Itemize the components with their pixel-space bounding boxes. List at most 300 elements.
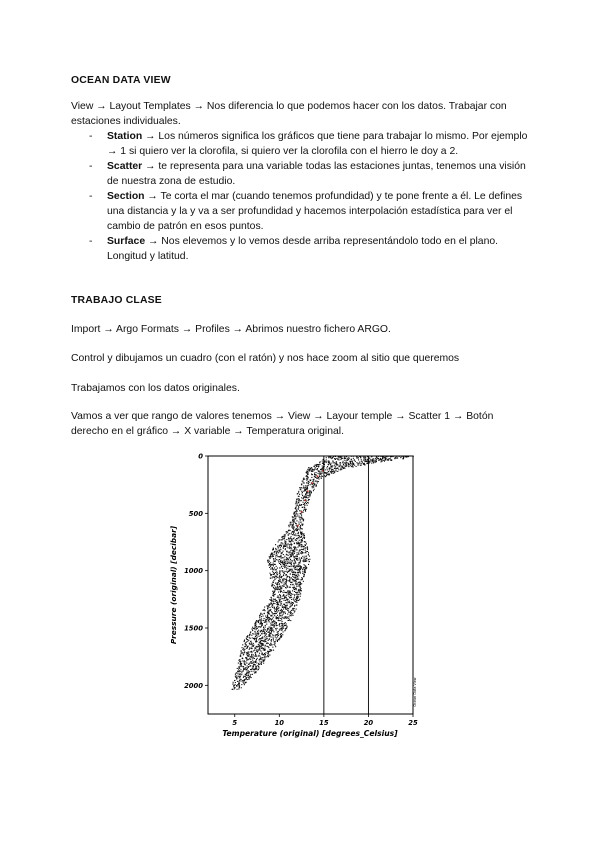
scatter-point: [296, 575, 297, 576]
scatter-point: [259, 649, 260, 650]
scatter-point: [290, 530, 291, 531]
scatter-point: [302, 540, 303, 541]
scatter-point: [263, 661, 264, 662]
scatter-point: [259, 659, 260, 660]
scatter-point: [273, 617, 274, 618]
scatter-point: [316, 464, 317, 465]
scatter-point: [242, 647, 243, 648]
scatter-point: [281, 627, 282, 628]
scatter-point: [249, 649, 250, 650]
scatter-point: [382, 461, 383, 462]
scatter-point: [274, 613, 275, 614]
scatter-point: [258, 656, 259, 657]
scatter-point: [294, 605, 295, 606]
paragraph-rango-valores: Vamos a ver que rango de valores tenemos → View → Layour temple → Scatter 1 → Botón derecho en el gráfico → X variable → Temperatura original.: [71, 411, 494, 437]
scatter-point: [307, 478, 308, 479]
scatter-point: [305, 542, 306, 543]
scatter-point: [285, 546, 286, 547]
scatter-point: [254, 627, 255, 628]
scatter-point: [304, 535, 305, 536]
scatter-point: [263, 627, 264, 628]
scatter-point: [285, 613, 286, 614]
scatter-point: [281, 588, 282, 589]
scatter-point: [243, 650, 244, 651]
scatter-point: [296, 600, 297, 601]
scatter-point: [296, 605, 297, 606]
scatter-point: [314, 473, 315, 474]
scatter-point: [297, 530, 298, 531]
scatter-point: [328, 464, 329, 465]
scatter-point: [304, 565, 305, 566]
scatter-point: [268, 606, 269, 607]
scatter-point: [312, 471, 313, 472]
scatter-point: [275, 587, 276, 588]
scatter-point: [253, 671, 254, 672]
scatter-point: [279, 539, 280, 540]
scatter-point: [277, 586, 278, 587]
scatter-point: [255, 656, 256, 657]
scatter-point: [287, 614, 288, 615]
scatter-point: [283, 554, 284, 555]
scatter-point: [319, 462, 320, 463]
scatter-point: [289, 548, 290, 549]
scatter-point: [314, 474, 315, 475]
scatter-point: [325, 469, 326, 470]
scatter-point: [381, 461, 382, 462]
scatter-point: [343, 468, 344, 469]
scatter-point: [288, 594, 289, 595]
scatter-point: [267, 653, 268, 654]
scatter-point: [308, 497, 309, 498]
scatter-point: [298, 574, 299, 575]
scatter-point: [248, 677, 249, 678]
scatter-point: [261, 618, 262, 619]
scatter-point: [288, 543, 289, 544]
scatter-point: [281, 609, 282, 610]
scatter-point: [251, 635, 252, 636]
scatter-point: [283, 609, 284, 610]
scatter-point: [320, 474, 321, 475]
scatter-point: [344, 458, 345, 459]
scatter-point: [294, 516, 295, 517]
scatter-point: [239, 680, 240, 681]
scatter-point: [300, 525, 301, 526]
y-tick-label: 2000: [184, 681, 203, 690]
scatter-point: [335, 470, 336, 471]
scatter-point: [278, 620, 279, 621]
scatter-point: [243, 670, 244, 671]
scatter-point: [267, 642, 268, 643]
scatter-point: [285, 592, 286, 593]
scatter-point: [316, 466, 317, 467]
scatter-point: [310, 469, 311, 470]
scatter-point: [273, 572, 274, 573]
scatter-point: [282, 607, 283, 608]
scatter-point: [302, 545, 303, 546]
scatter-point: [266, 617, 267, 618]
scatter-point: [302, 495, 303, 496]
scatter-point: [260, 646, 261, 647]
scatter-point: [309, 470, 310, 471]
scatter-point: [268, 620, 269, 621]
scatter-point: [315, 474, 316, 475]
scatter-point: [245, 682, 246, 683]
scatter-point: [280, 637, 281, 638]
scatter-point: [331, 471, 332, 472]
scatter-point: [274, 615, 275, 616]
scatter-point: [284, 623, 285, 624]
scatter-point: [265, 637, 266, 638]
scatter-point: [275, 646, 276, 647]
scatter-point: [298, 569, 299, 570]
scatter-point: [284, 598, 285, 599]
scatter-point: [239, 683, 240, 684]
scatter-point: [296, 599, 297, 600]
scatter-point: [298, 516, 299, 517]
scatter-point: [274, 590, 275, 591]
scatter-point: [281, 542, 282, 543]
scatter-point: [294, 553, 295, 554]
scatter-point: [303, 576, 304, 577]
scatter-point: [243, 677, 244, 678]
scatter-point: [261, 623, 262, 624]
scatter-point: [280, 602, 281, 603]
scatter-point: [304, 505, 305, 506]
scatter-point: [318, 470, 319, 471]
scatter-point: [269, 561, 270, 562]
scatter-point: [249, 672, 250, 673]
scatter-point: [344, 465, 345, 466]
scatter-point: [288, 566, 289, 567]
scatter-point: [290, 563, 291, 564]
scatter-point: [322, 466, 323, 467]
scatter-point: [277, 628, 278, 629]
scatter-point: [249, 677, 250, 678]
scatter-point: [269, 563, 270, 564]
scatter-point: [390, 456, 391, 457]
scatter-point: [269, 617, 270, 618]
scatter-point: [308, 467, 309, 468]
scatter-point: [302, 518, 303, 519]
scatter-point: [291, 597, 292, 598]
scatter-point: [352, 461, 353, 462]
scatter-point: [272, 556, 273, 557]
scatter-point: [245, 661, 246, 662]
scatter-point: [276, 551, 277, 552]
scatter-point: [279, 573, 280, 574]
scatter-point: [330, 457, 331, 458]
scatter-point: [251, 652, 252, 653]
scatter-point: [289, 615, 290, 616]
scatter-point: [283, 628, 284, 629]
scatter-point: [327, 472, 328, 473]
scatter-point: [303, 546, 304, 547]
scatter-point: [313, 480, 314, 481]
scatter-point: [260, 620, 261, 621]
scatter-point: [288, 538, 289, 539]
scatter-point: [268, 613, 269, 614]
scatter-point: [292, 615, 293, 616]
scatter-point: [298, 564, 299, 565]
scatter-point: [270, 578, 271, 579]
scatter-point: [291, 564, 292, 565]
scatter-point: [292, 605, 293, 606]
scatter-point: [289, 592, 290, 593]
scatter-point: [294, 587, 295, 588]
scatter-point: [270, 623, 271, 624]
scatter-point: [282, 598, 283, 599]
scatter-point: [295, 503, 296, 504]
scatter-point: [294, 572, 295, 573]
scatter-point: [281, 601, 282, 602]
scatter-point: [251, 654, 252, 655]
scatter-point: [363, 464, 364, 465]
scatter-point: [282, 568, 283, 569]
scatter-point: [244, 641, 245, 642]
scatter-point: [296, 520, 297, 521]
scatter-point: [294, 559, 295, 560]
scatter-point: [244, 640, 245, 641]
scatter-point: [277, 615, 278, 616]
scatter-point: [361, 461, 362, 462]
scatter-point: [296, 558, 297, 559]
scatter-point: [333, 461, 334, 462]
scatter-point: [369, 462, 370, 463]
scatter-point: [331, 463, 332, 464]
scatter-point: [272, 622, 273, 623]
scatter-point: [274, 608, 275, 609]
scatter-point: [252, 669, 253, 670]
scatter-point: [288, 562, 289, 563]
scatter-point: [296, 535, 297, 536]
scatter-point: [305, 502, 306, 503]
scatter-point: [279, 613, 280, 614]
scatter-point: [270, 554, 271, 555]
scatter-point: [260, 656, 261, 657]
scatter-point: [285, 535, 286, 536]
scatter-point: [308, 495, 309, 496]
scatter-point: [280, 562, 281, 563]
scatter-point: [274, 588, 275, 589]
scatter-point: [294, 612, 295, 613]
scatter-point: [288, 555, 289, 556]
scatter-point: [298, 592, 299, 593]
scatter-point: [312, 486, 313, 487]
scatter-point: [293, 538, 294, 539]
scatter-point: [258, 622, 259, 623]
scatter-point: [287, 568, 288, 569]
scatter-point: [273, 565, 274, 566]
scatter-point: [282, 605, 283, 606]
scatter-point: [271, 620, 272, 621]
scatter-point: [318, 466, 319, 467]
scatter-point: [300, 553, 301, 554]
scatter-point: [288, 580, 289, 581]
scatter-point: [273, 624, 274, 625]
scatter-point: [363, 457, 364, 458]
scatter-point: [388, 458, 389, 459]
scatter-point: [277, 587, 278, 588]
scatter-point: [306, 509, 307, 510]
scatter-point: [252, 668, 253, 669]
scatter-point: [252, 646, 253, 647]
scatter-point: [301, 549, 302, 550]
scatter-point: [312, 470, 313, 471]
scatter-point: [283, 580, 284, 581]
scatter-point: [296, 596, 297, 597]
scatter-point: [286, 627, 287, 628]
scatter-point: [292, 524, 293, 525]
scatter-point: [275, 608, 276, 609]
scatter-point: [273, 559, 274, 560]
scatter-point: [289, 602, 290, 603]
scatter-point: [240, 663, 241, 664]
scatter-point: [334, 462, 335, 463]
scatter-point: [278, 541, 279, 542]
scatter-point: [288, 525, 289, 526]
scatter-point: [305, 552, 306, 553]
scatter-point: [299, 592, 300, 593]
scatter-point: [277, 603, 278, 604]
scatter-point: [299, 551, 300, 552]
list-item-section: - Section → Te corta el mar (cuando tenemos profundidad) y te pone frente a él. Le defines una distancia y la y va a ser profundidad y hacemos interpolación estadística para ver el cambio de patrón en esos puntos.: [89, 191, 523, 232]
scatter-point: [322, 473, 323, 474]
scatter-point: [259, 619, 260, 620]
scatter-point: [289, 597, 290, 598]
scatter-point: [365, 459, 366, 460]
scatter-point: [334, 472, 335, 473]
scatter-point: [286, 567, 287, 568]
scatter-point: [296, 609, 297, 610]
scatter-point: [282, 543, 283, 544]
scatter-point: [276, 629, 277, 630]
scatter-point: [294, 534, 295, 535]
scatter-point: [244, 669, 245, 670]
scatter-point: [247, 636, 248, 637]
scatter-point: [291, 548, 292, 549]
scatter-point: [235, 674, 236, 675]
scatter-point: [303, 491, 304, 492]
scatter-point: [279, 598, 280, 599]
scatter-point: [248, 667, 249, 668]
scatter-point: [255, 662, 256, 663]
scatter-point: [303, 482, 304, 483]
scatter-point: [271, 627, 272, 628]
scatter-point: [351, 459, 352, 460]
scatter-point: [290, 587, 291, 588]
scatter-point: [301, 541, 302, 542]
scatter-point: [272, 564, 273, 565]
scatter-point: [252, 660, 253, 661]
scatter-point: [272, 618, 273, 619]
scatter-point: [269, 567, 270, 568]
scatter-point: [299, 524, 300, 525]
scatter-point: [317, 469, 318, 470]
scatter-point: [291, 540, 292, 541]
scatter-point: [265, 654, 266, 655]
scatter-point: [303, 504, 304, 505]
scatter-point: [258, 646, 259, 647]
scatter-point: [291, 522, 292, 523]
scatter-point: [246, 654, 247, 655]
scatter-point: [297, 572, 298, 573]
scatter-point: [341, 467, 342, 468]
scatter-point: [287, 562, 288, 563]
scatter-point: [268, 636, 269, 637]
scatter-point: [306, 501, 307, 502]
scatter-point: [248, 670, 249, 671]
scatter-point: [304, 509, 305, 510]
scatter-point: [255, 652, 256, 653]
scatter-point: [286, 587, 287, 588]
scatter-point: [286, 595, 287, 596]
scatter-point: [283, 551, 284, 552]
watermark-text: Ocean Data View: [413, 677, 417, 707]
scatter-point: [283, 546, 284, 547]
scatter-point: [236, 675, 237, 676]
scatter-point: [298, 507, 299, 508]
scatter-point: [330, 465, 331, 466]
scatter-point: [286, 571, 287, 572]
scatter-point: [283, 618, 284, 619]
scatter-point: [348, 457, 349, 458]
scatter-point: [272, 629, 273, 630]
scatter-point: [256, 639, 257, 640]
scatter-point: [285, 571, 286, 572]
scatter-point: [284, 560, 285, 561]
scatter-point: [299, 558, 300, 559]
scatter-point: [271, 599, 272, 600]
scatter-point: [234, 687, 235, 688]
scatter-point: [362, 462, 363, 463]
scatter-point: [273, 637, 274, 638]
scatter-point: [304, 572, 305, 573]
scatter-point: [343, 464, 344, 465]
scatter-point: [284, 540, 285, 541]
scatter-point: [246, 642, 247, 643]
scatter-point: [297, 514, 298, 515]
scatter-point: [293, 551, 294, 552]
scatter-point: [242, 680, 243, 681]
scatter-point: [269, 604, 270, 605]
scatter-point: [244, 646, 245, 647]
scatter-point: [299, 510, 300, 511]
scatter-point: [303, 552, 304, 553]
scatter-point: [294, 557, 295, 558]
scatter-point: [263, 649, 264, 650]
scatter-point: [232, 689, 233, 690]
scatter-point: [277, 583, 278, 584]
scatter-point: [252, 628, 253, 629]
scatter-point: [296, 499, 297, 500]
scatter-point: [331, 472, 332, 473]
scatter-point: [272, 628, 273, 629]
scatter-point: [255, 648, 256, 649]
scatter-point: [269, 649, 270, 650]
scatter-point: [280, 561, 281, 562]
scatter-point: [286, 609, 287, 610]
scatter-point: [285, 628, 286, 629]
scatter-point: [275, 558, 276, 559]
scatter-point: [329, 468, 330, 469]
scatter-point: [247, 659, 248, 660]
scatter-point: [275, 628, 276, 629]
scatter-point: [384, 460, 385, 461]
scatter-point: [261, 620, 262, 621]
scatter-point: [267, 629, 268, 630]
scatter-point: [280, 615, 281, 616]
scatter-point: [243, 668, 244, 669]
